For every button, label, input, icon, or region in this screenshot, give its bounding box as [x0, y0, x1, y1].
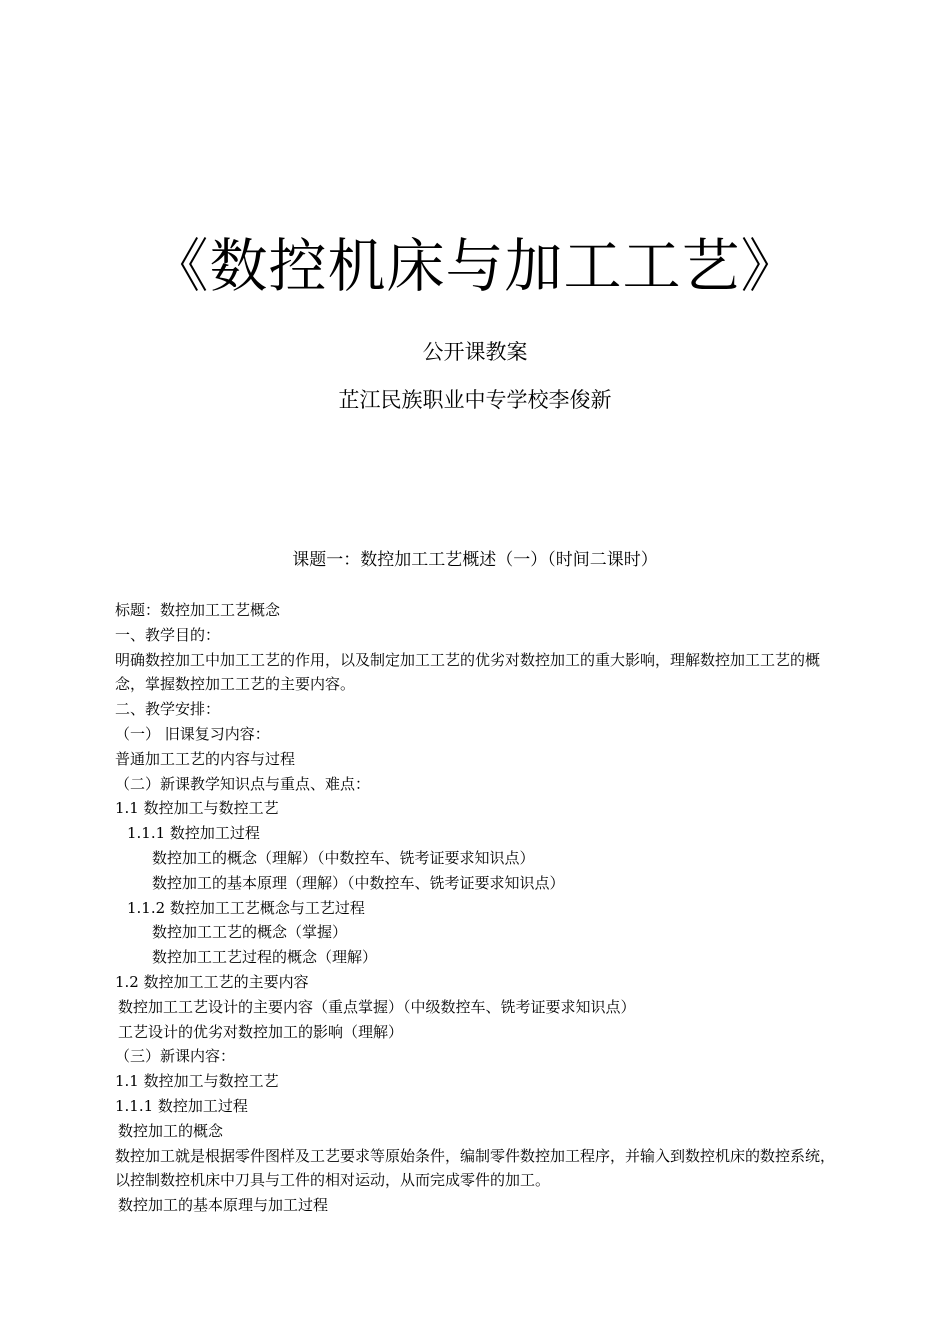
objectives-paragraph: 明确数控加工中加工工艺的作用，以及制定加工工艺的优劣对数控加工的重大影响，理解数控加工工艺的概念，掌握数控加工工艺的主要内容。 [115, 650, 821, 694]
outline-item: 数控加工的概念（理解）（中数控车、铣考证要求知识点） [152, 848, 535, 867]
document-author: 芷江民族职业中专学校李俊新 [338, 388, 612, 412]
outline-item: 数控加工工艺的概念（掌握） [152, 923, 348, 942]
outline-item: 工艺设计的优劣对数控加工的影响（理解） [118, 1022, 404, 1041]
subsection-key-points: （二）新课教学知识点与重点、难点： [115, 774, 371, 793]
topic-heading: 标题：数控加工工艺概念 [115, 601, 281, 619]
outline-item: 1.1.2 数控加工工艺概念与工艺过程 [127, 898, 365, 917]
content-heading: 数控加工的基本原理与加工过程 [118, 1196, 329, 1215]
outline-item: 数控加工工艺设计的主要内容（重点掌握）（中级数控车、铣考证要求知识点） [118, 997, 636, 1016]
outline-item: 1.1 数控加工与数控工艺 [115, 799, 279, 818]
lesson-body [115, 598, 840, 1218]
outline-item: 1.1.1 数控加工过程 [127, 824, 260, 843]
section-heading-arrangement: 二、教学安排： [115, 700, 221, 719]
outline-item: 数控加工工艺过程的概念（理解） [152, 948, 378, 967]
subsection-new-content: （三）新课内容： [115, 1047, 236, 1066]
content-heading: 1.1.1 数控加工过程 [115, 1096, 248, 1115]
subsection-review: （一） 旧课复习内容： [115, 724, 270, 743]
section-heading-objectives: 一、教学目的： [115, 625, 221, 644]
definition-paragraph: 数控加工就是根据零件图样及工艺要求等原始条件，编制零件数控加工程序，并输入到数控机床的数控系统，以控制数控机床中刀具与工件的相对运动，从而完成零件的加工。 [115, 1146, 836, 1190]
content-heading: 1.1 数控加工与数控工艺 [115, 1072, 279, 1091]
document-subtitle: 公开课教案 [422, 340, 528, 364]
document-title: 《数控机床与加工工艺》 [150, 232, 800, 300]
outline-item: 1.2 数控加工工艺的主要内容 [115, 972, 309, 991]
review-content: 普通加工工艺的内容与过程 [115, 749, 296, 768]
outline-item: 数控加工的基本原理（理解）（中数控车、铣考证要求知识点） [152, 873, 565, 892]
lesson-title: 课题一：数控加工工艺概述（一）（时间二课时） [292, 550, 658, 570]
content-heading: 数控加工的概念 [118, 1121, 224, 1140]
